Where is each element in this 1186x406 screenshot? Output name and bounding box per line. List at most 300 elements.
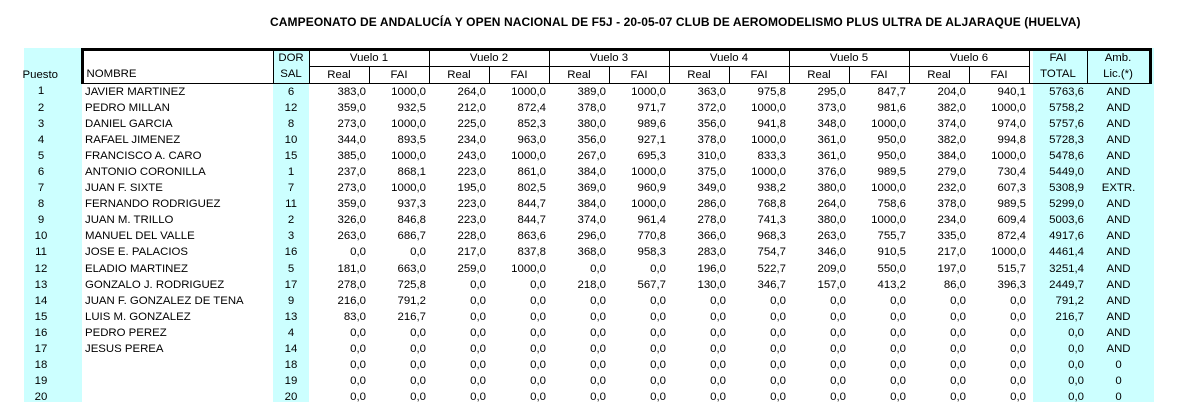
real-cell: 0,0 [950,294,966,307]
amb-cell: EXTR. [1101,182,1136,195]
real-cell: 0,0 [950,391,966,404]
real-cell: 374,0 [937,117,966,130]
nombre-cell [82,358,273,374]
fai-cell: 868,1 [397,166,426,179]
total-cell: 5003,6 [1049,214,1084,227]
fai-cell: 768,8 [757,198,786,211]
amb-cell: AND [1106,262,1131,275]
nombre-cell: ANTONIO CORONILLA [85,166,206,179]
dor-cell: 16 [284,246,298,259]
amb-cell: AND [1106,246,1131,259]
real-cell: 0,0 [350,391,366,404]
amb-cell: AND [1106,214,1131,227]
real-cell: 373,0 [817,101,846,114]
real-cell: 225,0 [457,117,486,130]
table-row [0,342,1150,358]
puesto-cell: 11 [35,246,47,259]
fai-cell: 1000,0 [871,117,906,130]
real-cell: 223,0 [457,198,486,211]
header-real-4: Real [669,67,729,84]
real-cell: 359,0 [337,198,366,211]
fai-cell: 963,0 [517,133,546,146]
real-cell: 237,0 [337,166,366,179]
real-cell: 376,0 [817,166,846,179]
puesto-cell: 9 [37,214,45,227]
dor-cell: 19 [284,375,298,388]
real-cell: 86,0 [943,278,966,291]
real-cell: 378,0 [697,133,726,146]
amb-cell: AND [1106,166,1131,179]
fai-cell: 607,3 [997,182,1026,195]
table-row [0,374,1150,390]
fai-cell: 0,0 [1010,294,1026,307]
table-row [0,229,1150,245]
real-cell: 0,0 [590,326,606,339]
results-table [0,48,1152,406]
fai-cell: 971,7 [637,101,666,114]
fai-cell: 833,3 [757,149,786,162]
puesto-cell: 19 [34,375,48,388]
total-cell: 791,2 [1055,294,1084,307]
fai-cell: 1000,0 [871,214,906,227]
dor-cell: 20 [284,391,298,404]
real-cell: 195,0 [457,182,486,195]
fai-cell: 960,9 [637,182,666,195]
fai-cell: 1000,0 [511,262,546,275]
fai-cell: 844,7 [517,198,546,211]
nombre-cell [82,390,273,406]
fai-cell: 1000,0 [511,149,546,162]
table-row [0,213,1150,229]
fai-cell: 802,5 [517,182,546,195]
real-cell: 204,0 [937,85,966,98]
nombre-cell: ELADIO MARTINEZ [85,262,188,275]
real-cell: 0,0 [470,391,486,404]
fai-cell: 846,8 [397,214,426,227]
fai-cell: 994,8 [997,133,1026,146]
fai-cell: 791,2 [397,294,426,307]
amb-cell: 0 [1115,375,1122,388]
header-row-1 [0,50,1150,67]
amb-cell: AND [1106,294,1131,307]
fai-cell: 0,0 [530,310,546,323]
puesto-cell: 18 [34,359,48,372]
nombre-cell [82,374,273,390]
total-cell: 216,7 [1055,310,1084,323]
puesto-cell: 10 [34,230,48,243]
fai-cell: 0,0 [890,391,906,404]
nombre-cell: PEDRO MILLAN [85,101,170,114]
header-sal: SAL [273,67,309,84]
fai-cell: 0,0 [890,375,906,388]
fai-cell: 0,0 [650,294,666,307]
puesto-cell: 8 [37,198,45,211]
puesto-cell: 14 [34,294,48,307]
header-real-3: Real [549,67,609,84]
fai-cell: 961,4 [637,214,666,227]
fai-cell: 0,0 [890,343,906,356]
real-cell: 0,0 [470,310,486,323]
amb-cell: AND [1106,198,1131,211]
puesto-cell: 3 [37,117,45,130]
real-cell: 0,0 [710,343,726,356]
fai-cell: 770,8 [637,230,666,243]
dor-cell: 5 [287,262,295,275]
header-fai-5: FAI [849,67,909,84]
fai-cell: 0,0 [890,310,906,323]
fai-cell: 0,0 [1010,343,1026,356]
fai-cell: 0,0 [1010,326,1026,339]
fai-cell: 0,0 [650,262,666,275]
real-cell: 83,0 [343,310,366,323]
dor-cell: 17 [284,278,298,291]
real-cell: 0,0 [590,294,606,307]
fai-cell: 989,5 [877,166,906,179]
fai-cell: 893,5 [397,133,426,146]
real-cell: 384,0 [577,198,606,211]
fai-cell: 0,0 [410,359,426,372]
fai-cell: 1000,0 [871,182,906,195]
fai-cell: 847,7 [877,85,906,98]
fai-cell: 686,7 [397,230,426,243]
fai-cell: 1000,0 [391,85,426,98]
fai-cell: 0,0 [1010,310,1026,323]
real-cell: 217,0 [457,246,486,259]
real-cell: 380,0 [577,117,606,130]
fai-cell: 0,0 [650,326,666,339]
real-cell: 157,0 [817,278,846,291]
real-cell: 223,0 [457,166,486,179]
fai-cell: 1000,0 [391,149,426,162]
real-cell: 0,0 [590,391,606,404]
fai-cell: 0,0 [530,294,546,307]
dor-cell: 2 [287,214,295,227]
dor-cell: 12 [284,101,298,114]
puesto-cell: 7 [37,182,45,195]
total-cell: 5478,6 [1049,149,1084,162]
fai-cell: 396,3 [997,278,1026,291]
real-cell: 278,0 [337,278,366,291]
real-cell: 0,0 [350,359,366,372]
real-cell: 0,0 [470,278,486,291]
fai-cell: 0,0 [770,343,786,356]
fai-cell: 863,6 [517,230,546,243]
real-cell: 349,0 [697,182,726,195]
real-cell: 344,0 [337,133,366,146]
real-cell: 383,0 [337,85,366,98]
fai-cell: 0,0 [770,310,786,323]
fai-cell: 0,0 [530,326,546,339]
nombre-cell: JUAN F. SIXTE [85,182,163,195]
fai-cell: 1000,0 [631,166,666,179]
header-fai-1: FAI [369,67,429,84]
real-cell: 296,0 [577,230,606,243]
header-vuelo-1: Vuelo 1 [309,50,429,67]
amb-cell: AND [1106,133,1131,146]
fai-cell: 0,0 [770,375,786,388]
header-fai-4: FAI [729,67,789,84]
fai-cell: 0,0 [650,375,666,388]
nombre-cell: LUIS M. GONZALEZ [85,310,191,323]
real-cell: 366,0 [697,230,726,243]
fai-cell: 413,2 [877,278,906,291]
fai-cell: 216,7 [397,310,426,323]
real-cell: 389,0 [577,85,606,98]
real-cell: 0,0 [830,343,846,356]
header-fai-3: FAI [609,67,669,84]
real-cell: 348,0 [817,117,846,130]
real-cell: 0,0 [710,310,726,323]
header-vuelo-2: Vuelo 2 [429,50,549,67]
fai-cell: 940,1 [997,85,1026,98]
total-cell: 0,0 [1068,375,1084,388]
dor-cell: 7 [287,182,295,195]
fai-cell: 0,0 [650,359,666,372]
fai-cell: 0,0 [410,375,426,388]
fai-cell: 950,0 [877,133,906,146]
amb-cell: AND [1106,326,1131,339]
fai-cell: 515,7 [997,262,1026,275]
table-row [0,132,1150,148]
dor-cell: 14 [284,343,298,356]
real-cell: 234,0 [937,214,966,227]
real-cell: 279,0 [937,166,966,179]
fai-cell: 0,0 [1010,375,1026,388]
fai-cell: 755,7 [877,230,906,243]
header-real-2: Real [429,67,489,84]
real-cell: 382,0 [937,133,966,146]
total-cell: 0,0 [1068,359,1084,372]
real-cell: 0,0 [950,310,966,323]
real-cell: 0,0 [710,326,726,339]
real-cell: 197,0 [937,262,966,275]
table-row [0,164,1150,180]
real-cell: 0,0 [350,246,366,259]
fai-cell: 0,0 [410,326,426,339]
nombre-cell: JOSE E. PALACIOS [85,246,188,259]
fai-cell: 0,0 [890,294,906,307]
fai-cell: 609,4 [997,214,1026,227]
real-cell: 0,0 [830,359,846,372]
real-cell: 243,0 [457,149,486,162]
real-cell: 380,0 [817,182,846,195]
total-cell: 4917,6 [1049,230,1084,243]
puesto-cell: 2 [37,101,45,114]
real-cell: 385,0 [337,149,366,162]
amb-cell: AND [1106,310,1131,323]
amb-cell: AND [1106,230,1131,243]
fai-cell: 0,0 [650,391,666,404]
fai-cell: 0,0 [770,326,786,339]
real-cell: 264,0 [457,85,486,98]
total-cell: 4461,4 [1049,246,1084,259]
real-cell: 228,0 [457,230,486,243]
real-cell: 0,0 [830,391,846,404]
nombre-cell: RAFAEL JIMENEZ [85,133,181,146]
real-cell: 326,0 [337,214,366,227]
fai-cell: 927,1 [637,133,666,146]
real-cell: 361,0 [817,133,846,146]
puesto-cell: 13 [34,278,48,291]
nombre-cell: FRANCISCO A. CARO [85,149,202,162]
table-row [0,197,1150,213]
fai-cell: 938,2 [757,182,786,195]
table-row [0,277,1150,293]
fai-cell: 872,4 [997,230,1026,243]
total-cell: 5758,2 [1049,101,1084,114]
total-cell: 3251,4 [1049,262,1084,275]
fai-cell: 741,3 [757,214,786,227]
fai-cell: 0,0 [410,391,426,404]
real-cell: 0,0 [470,326,486,339]
puesto-cell: 16 [34,326,48,339]
fai-cell: 910,5 [877,246,906,259]
amb-cell: 0 [1115,359,1122,372]
fai-cell: 346,7 [757,278,786,291]
real-cell: 0,0 [710,375,726,388]
header-fai-2: FAI [489,67,549,84]
real-cell: 181,0 [337,262,366,275]
real-cell: 0,0 [950,326,966,339]
fai-cell: 1000,0 [511,85,546,98]
table-row [0,116,1150,132]
fai-cell: 937,3 [397,198,426,211]
fai-cell: 1000,0 [751,101,786,114]
real-cell: 356,0 [577,133,606,146]
real-cell: 0,0 [590,310,606,323]
real-cell: 263,0 [337,230,366,243]
fai-cell: 844,7 [517,214,546,227]
real-cell: 0,0 [710,391,726,404]
fai-cell: 522,7 [757,262,786,275]
real-cell: 378,0 [577,101,606,114]
header-amb: Amb. [1087,50,1150,67]
table-row [0,245,1150,261]
header-real-6: Real [909,67,969,84]
fai-cell: 958,3 [637,246,666,259]
fai-cell: 950,0 [877,149,906,162]
nombre-cell: JAVIER MARTINEZ [85,85,186,98]
fai-cell: 1000,0 [991,149,1026,162]
fai-cell: 663,0 [397,262,426,275]
fai-cell: 1000,0 [391,182,426,195]
real-cell: 232,0 [937,182,966,195]
dor-cell: 3 [287,230,295,243]
real-cell: 368,0 [577,246,606,259]
table-row [0,358,1150,374]
fai-cell: 0,0 [410,343,426,356]
total-cell: 0,0 [1068,326,1084,339]
real-cell: 335,0 [937,230,966,243]
total-cell: 0,0 [1068,343,1084,356]
fai-cell: 0,0 [890,326,906,339]
fai-cell: 0,0 [530,359,546,372]
header-real-5: Real [789,67,849,84]
real-cell: 372,0 [697,101,726,114]
dor-cell: 15 [284,149,298,162]
real-cell: 361,0 [817,149,846,162]
total-cell: 5449,0 [1049,166,1084,179]
fai-cell: 837,8 [517,246,546,259]
table-row [0,84,1150,101]
table-row [0,325,1150,341]
real-cell: 374,0 [577,214,606,227]
fai-cell: 981,6 [877,101,906,114]
fai-cell: 975,8 [757,85,786,98]
table-row [0,148,1150,164]
fai-cell: 932,5 [397,101,426,114]
header-fai-top: FAI [1029,50,1087,67]
fai-cell: 550,0 [877,262,906,275]
real-cell: 196,0 [697,262,726,275]
nombre-cell: MANUEL DEL VALLE [85,230,195,243]
real-cell: 0,0 [830,375,846,388]
fai-cell: 0,0 [530,343,546,356]
real-cell: 259,0 [457,262,486,275]
total-cell: 2449,7 [1049,278,1084,291]
real-cell: 384,0 [577,166,606,179]
fai-cell: 1000,0 [631,198,666,211]
fai-cell: 0,0 [650,343,666,356]
header-row-2 [0,67,1150,84]
total-cell: 5728,3 [1049,133,1084,146]
results-body [0,84,1150,406]
real-cell: 369,0 [577,182,606,195]
real-cell: 382,0 [937,101,966,114]
dor-cell: 13 [284,310,298,323]
real-cell: 283,0 [697,246,726,259]
amb-cell: AND [1106,117,1131,130]
puesto-cell: 6 [37,166,45,179]
fai-cell: 0,0 [890,359,906,372]
dor-cell: 1 [287,166,295,179]
puesto-cell: 5 [37,149,45,162]
dor-cell: 18 [284,359,298,372]
nombre-cell: JESUS PEREA [85,343,164,356]
real-cell: 263,0 [817,230,846,243]
puesto-cell: 20 [34,391,48,404]
real-cell: 209,0 [817,262,846,275]
real-cell: 0,0 [590,359,606,372]
fai-cell: 989,6 [637,117,666,130]
fai-cell: 0,0 [650,310,666,323]
amb-cell: AND [1106,343,1131,356]
real-cell: 0,0 [350,326,366,339]
real-cell: 212,0 [457,101,486,114]
real-cell: 267,0 [577,149,606,162]
real-cell: 0,0 [590,262,606,275]
real-cell: 0,0 [710,359,726,372]
fai-cell: 0,0 [530,375,546,388]
fai-cell: 725,8 [397,278,426,291]
table-row [0,181,1150,197]
fai-cell: 968,3 [757,230,786,243]
amb-cell: AND [1106,149,1131,162]
amb-cell: AND [1106,278,1131,291]
dor-cell: 10 [284,133,298,146]
nombre-cell: JUAN F. GONZALEZ DE TENA [85,294,244,307]
header-nombre-spacer [82,50,273,67]
dor-cell: 9 [287,294,295,307]
total-cell: 5763,6 [1049,85,1084,98]
real-cell: 0,0 [470,343,486,356]
nombre-cell: PEDRO PEREZ [85,326,167,339]
header-vuelo-6: Vuelo 6 [909,50,1029,67]
table-row [0,309,1150,325]
real-cell: 0,0 [950,343,966,356]
real-cell: 0,0 [470,375,486,388]
real-cell: 0,0 [590,343,606,356]
